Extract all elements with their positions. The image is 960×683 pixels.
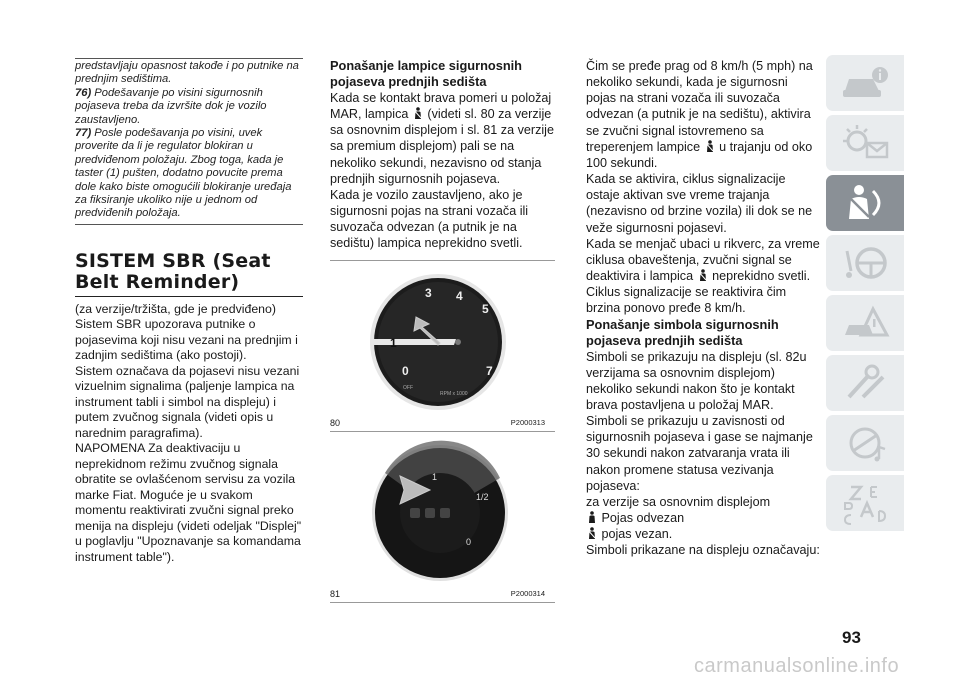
note-76: [75, 87, 303, 127]
figure-id: P2000313: [510, 417, 545, 427]
text: Pojas odvezan: [601, 511, 685, 526]
dial-tick-label: 1/2: [476, 491, 489, 502]
tools-icon: [839, 361, 891, 405]
figure-81: [330, 432, 555, 603]
seatbelt-icon: [705, 140, 715, 152]
list-item: [586, 526, 820, 542]
section-title: SISTEM SBR (Seat Belt Reminder): [75, 251, 303, 297]
text: neprekidno svetli. Ciklus signalizacije se reaktivira čim brzina ponovo pređe 8 km/h.: [586, 269, 811, 316]
figure-number: 81: [330, 588, 341, 599]
page-number: 93: [842, 628, 861, 647]
index-letters-icon: [839, 481, 891, 525]
instrument-cluster-basic-image: [330, 267, 555, 417]
paragraph: [586, 58, 820, 171]
column-1: [75, 58, 303, 565]
subheading: Ponašanje simbola sigurnosnih pojaseva prednjih sedišta: [586, 316, 779, 348]
paragraph: Simboli se prikazuju na displeju (sl. 82u verzijama sa osnovnim displejom) nekoliko sekundi nakon što je kontakt brava postavljena u položaj MAR.: [586, 349, 807, 412]
paragraph: [586, 236, 820, 317]
note-76-text: Podešavanje po visini sigurnosnih pojaseva treba da izvršite dok je vozilo zaustavljeno.: [75, 86, 267, 126]
warning-light-icon: [839, 121, 891, 165]
tab-car-info[interactable]: [826, 55, 904, 111]
dial-tick-label: 4: [456, 288, 463, 303]
tab-safety[interactable]: [826, 175, 904, 231]
paragraph: Kada je vozilo zaustavljeno, ako je sigurnosni pojas na strani vozača ili suvozača odvezan (a putnik je na sedištu) lampica neprekidno svetli.: [330, 187, 529, 251]
tab-multimedia[interactable]: [826, 415, 904, 471]
column-2: [330, 58, 555, 603]
paragraph: NAPOMENA Za deaktivaciju u neprekidnom režimu zvučnog signala obratite se ovlašćenom servisu za vozila marke Fiat. Moguće je u svakom momentu reaktivirati zvučni signal preko menija na displeju (videti odeljak "Displej" u poglavlju "Upoznavanje sa komandama instrument table").: [75, 441, 302, 564]
seatbelt-icon: [587, 527, 597, 539]
paragraph: (za verzije/tržišta, gde je predviđeno): [75, 301, 276, 316]
text: (videti sl. 80 za verzije sa osnovnim displejom i sl. 81 za verzije sa premium displejom) pali se na nekoliko sekundi, nezavisno od stanja prednjih sigurnosnih pojaseva.: [330, 107, 554, 186]
note-76-number: 76): [75, 86, 92, 99]
subheading: Ponašanje lampice sigurnosnih pojaseva prednjih sedišta: [330, 58, 523, 89]
note-intro: predstavljaju opasnost takođe i po putnike na prednjim sedištima.: [75, 60, 299, 86]
warning-notes: [75, 58, 303, 225]
list-item: [586, 510, 820, 526]
paragraph: Simboli se prikazuju u zavisnosti od sigurnosnih pojaseva i gase se najmanje 30 sekundi nakon zatvaranja vrata ili nakon promene statusa vezivanja pojaseva:: [586, 414, 813, 493]
subsection-body: [330, 90, 555, 252]
tab-warning-lights[interactable]: [826, 115, 904, 171]
paragraph: za verzije sa osnovnim displejom: [586, 494, 771, 509]
tab-emergency[interactable]: [826, 295, 904, 351]
chapter-tabs: [826, 55, 906, 535]
note-77: [75, 127, 303, 221]
section-body: [75, 302, 303, 566]
seatbelt-icon: [698, 269, 708, 281]
note-77-number: 77): [75, 127, 92, 140]
figure-80: [330, 260, 555, 432]
dial-tick-label: 0: [466, 536, 472, 547]
paragraph: Simboli prikazane na displeju označavaju:: [586, 543, 820, 558]
tab-maintenance[interactable]: [826, 355, 904, 411]
text: Kada se kontakt brava pomeri u položaj MAR, lampica: [330, 91, 552, 122]
paragraph: Kada se aktivira, ciklus signalizacije ostaje aktivan sve vreme trajanja (nezavisno od brzine vozila) ili dok se ne veže sigurnosni pojasevi.: [586, 172, 813, 235]
tab-starting-driving[interactable]: [826, 235, 904, 291]
paragraph: [330, 90, 555, 187]
dial-tick-label: 3: [425, 285, 432, 300]
steering-wheel-icon: [839, 241, 891, 285]
tab-index[interactable]: [826, 475, 904, 531]
dial-tick-label: 5: [482, 301, 489, 316]
dial-rpm-label: RPM x 1000: [440, 390, 468, 397]
text: u trajanju od oko 100 sekundi.: [586, 139, 813, 170]
note-77-text: Posle podešavanja po visini, uvek proverite da li je regulator blokiran u predviđenom položaju. Zbog toga, kada je taster (1) pušten, dodatno povucite prema dole kako biste omogućili blokiranje uređaja za fiksiranje ukoliko nije u jednom od predviđenih položaja.: [75, 127, 292, 220]
paragraph: Sistem označava da pojasevi nisu vezani vizuelnim signalima (paljenje lampica na instrument tabli i simbol na displeju) i putem zvučnog signala (videti opis u narednim paragrafima).: [75, 363, 300, 440]
paragraph: Sistem SBR upozorava putnike o pojasevima koji nisu vezani na prednjim i zadnjim sedištima (ako postoji).: [75, 317, 298, 363]
car-crash-icon: [839, 301, 891, 345]
text: pojas vezan.: [601, 527, 673, 542]
dial-tick-label: 1: [432, 471, 438, 482]
person-unbuckled-icon: [587, 511, 597, 523]
text: Kada se menjač ubaci u rikverc, za vreme ciklusa obaveštenja, zvučni signal se deaktivira i lampica: [586, 236, 820, 284]
instrument-cluster-premium-image: [330, 438, 555, 588]
figure-id: P2000314: [510, 588, 545, 598]
column-3: [586, 58, 820, 559]
seatbelt-icon: [413, 107, 423, 119]
dial-off-label: OFF: [403, 384, 413, 391]
figure-caption: [330, 588, 555, 603]
text: Čim se pređe prag od 8 km/h (5 mph) na nekoliko sekundi, kada je sigurnosni pojas na strani vozača ili suvozača odvezan (a putnik je na sedištu), aktivira se zvučni signal istovremeno sa treperenjem lampice: [586, 59, 813, 154]
connectivity-icon: [839, 421, 891, 465]
figure-number: 80: [330, 417, 341, 428]
figure-caption: [330, 417, 555, 432]
dial-tick-label: 1: [390, 335, 397, 350]
car-info-icon: [839, 61, 891, 105]
column-3-body: [586, 58, 820, 559]
dial-tick-label: 0: [402, 363, 409, 378]
watermark: carmanualsonline.info: [694, 655, 900, 677]
seatbelt-airbag-icon: [839, 181, 891, 225]
dial-tick-label: 7: [486, 363, 493, 378]
